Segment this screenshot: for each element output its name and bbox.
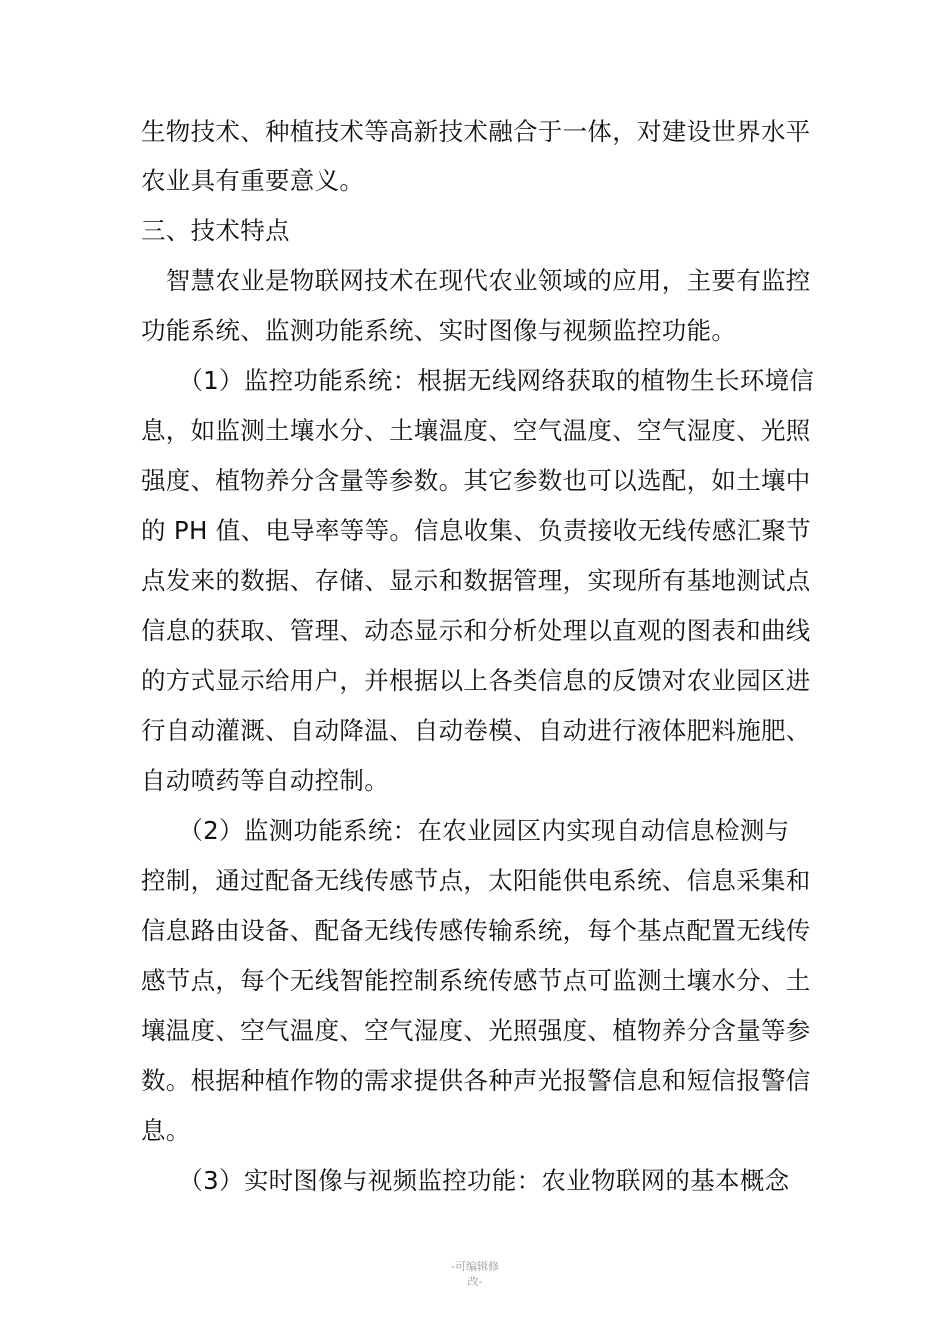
section-heading: 三、技术特点 (141, 216, 290, 245)
text-line-10: 点发来的数据、存储、显示和数据管理，实现所有基地测试点 (141, 566, 811, 595)
text-line-8: 强度、植物养分含量等参数。其它参数也可以选配，如土壤中 (141, 466, 811, 495)
footer-note-line-2: 改- (467, 1275, 483, 1288)
text-line-9: 的 PH 值、电导率等等。信息收集、负责接收无线传感汇聚节 (141, 516, 811, 545)
text-line-17: 信息路由设备、配备无线传感传输系统，每个基点配置无线传 (141, 916, 811, 945)
text-line-11: 信息的获取、管理、动态显示和分析处理以直观的图表和曲线 (141, 616, 811, 645)
text-line-4: 智慧农业是物联网技术在现代农业领域的应用，主要有监控 (141, 266, 811, 295)
text-line-20: 数。根据种植作物的需求提供各种声光报警信息和短信报警信 (141, 1066, 811, 1095)
text-line-13: 行自动灌溉、自动降温、自动卷模、自动进行液体肥料施肥、 (141, 716, 811, 745)
text-line-6: （1）监控功能系统：根据无线网络获取的植物生长环境信 (141, 366, 815, 395)
text-line-5: 功能系统、监测功能系统、实时图像与视频监控功能。 (141, 316, 737, 345)
text-line-1: 生物技术、种植技术等高新技术融合于一体，对建设世界水平 (141, 117, 811, 146)
text-line-16: 控制，通过配备无线传感节点，太阳能供电系统、信息采集和 (141, 866, 811, 895)
text-line-19: 壤温度、空气温度、空气湿度、光照强度、植物养分含量等参 (141, 1016, 811, 1045)
text-line-14: 自动喷药等自动控制。 (141, 766, 389, 795)
text-line-21: 息。 (141, 1116, 191, 1145)
text-line-18: 感节点，每个无线智能控制系统传感节点可监测土壤水分、土 (141, 966, 811, 995)
text-line-22: （3）实时图像与视频监控功能：农业物联网的基本概念 (141, 1166, 790, 1195)
text-line-12: 的方式显示给用户，并根据以上各类信息的反馈对农业园区进 (141, 666, 811, 695)
footer-note-line-1: -可编辑修 (451, 1260, 499, 1273)
text-line-7: 息，如监测土壤水分、土壤温度、空气温度、空气湿度、光照 (141, 416, 811, 445)
text-line-2: 农业具有重要意义。 (141, 166, 365, 195)
text-line-15: （2）监测功能系统：在农业园区内实现自动信息检测与 (141, 816, 790, 845)
